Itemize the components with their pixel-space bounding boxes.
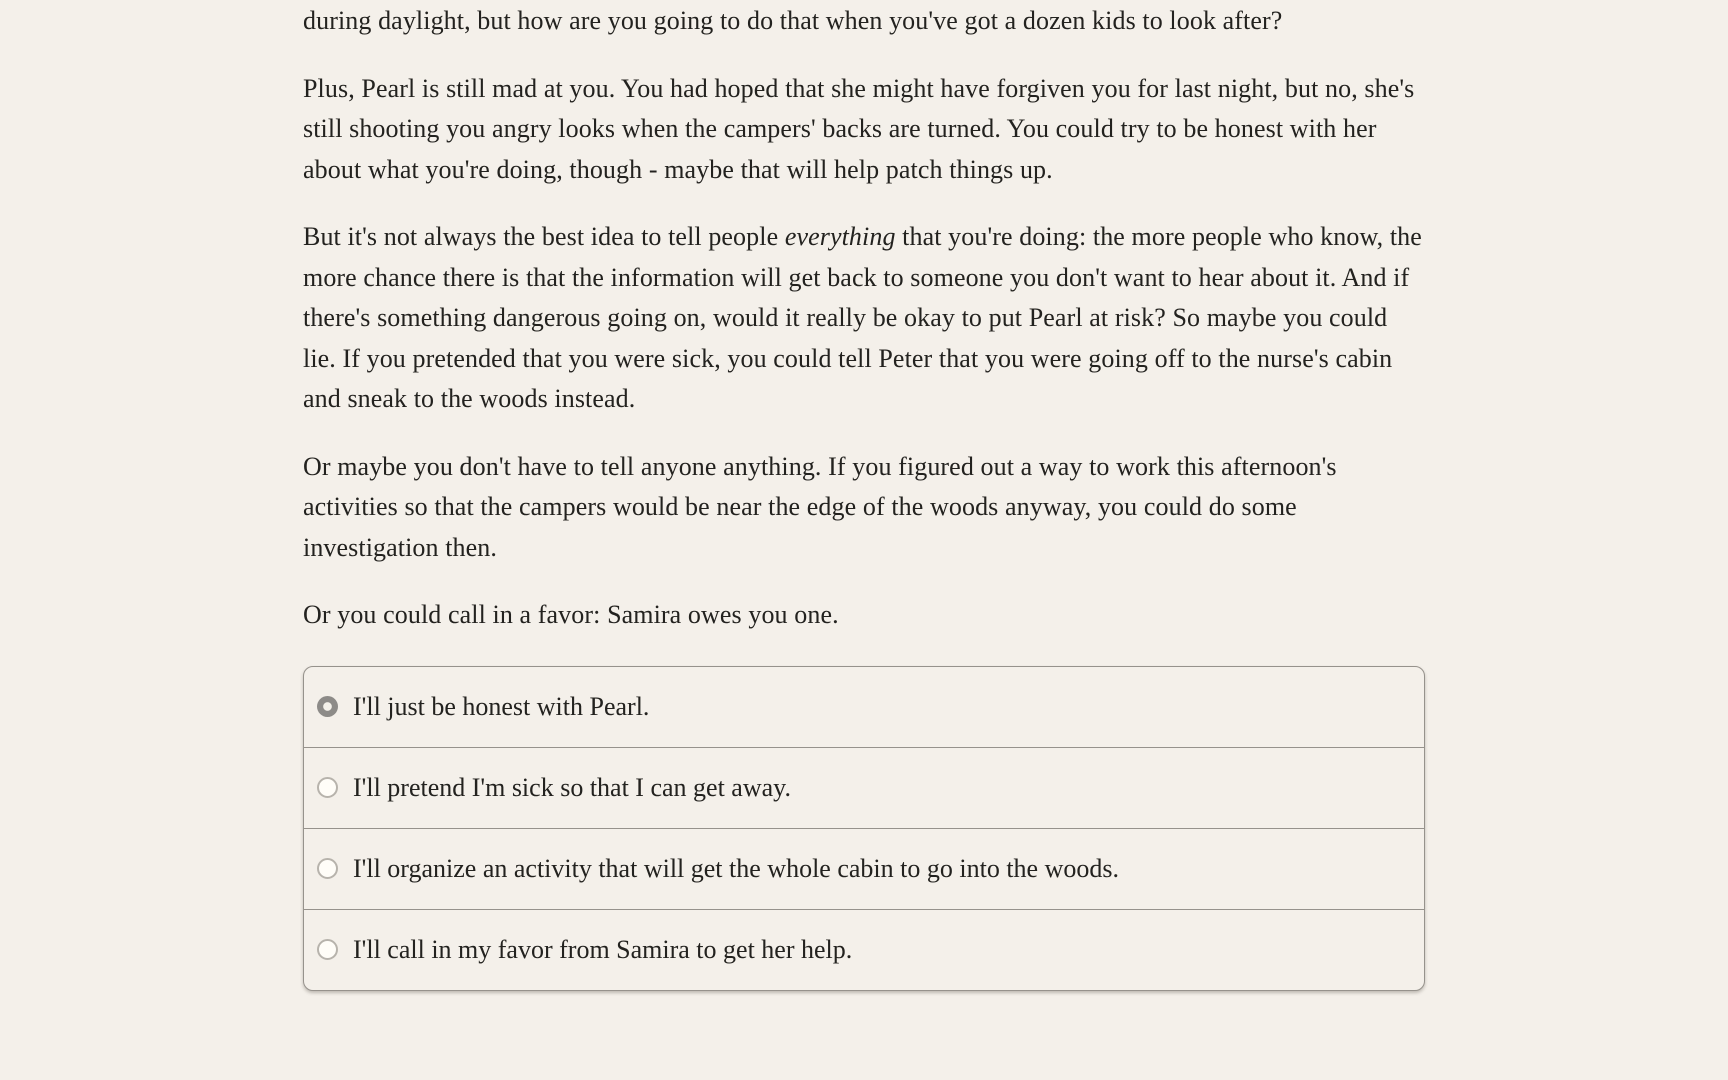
choice-radio-3[interactable] [317, 939, 338, 960]
choice-option-label: I'll pretend I'm sick so that I can get away. [353, 772, 791, 802]
story-paragraph-1: during daylight, but how are you going to do that when you've got a dozen kids to look after? [303, 6, 1283, 35]
choice-option-0[interactable] [304, 667, 1424, 747]
story-column [303, 0, 1425, 991]
story-paragraph-4: Or maybe you don't have to tell anyone anything. If you figured out a way to work this afternoon's activities so that the campers would be near the edge of the woods anyway, you could do some investigation then. [303, 451, 1337, 562]
choice-radio-0[interactable] [317, 696, 338, 717]
story-paragraph-3-segment: But it's not always the best idea to tell people [303, 222, 785, 251]
choice-option-2[interactable] [304, 828, 1424, 909]
story-text [303, 1, 1425, 636]
choice-radio-2[interactable] [317, 858, 338, 879]
choice-option-1[interactable] [304, 747, 1424, 828]
story-paragraph-3-emphasis: everything [784, 222, 896, 251]
story-paragraph-5: Or you could call in a favor: Samira owes you one. [303, 600, 839, 629]
choice-radio-1[interactable] [317, 777, 338, 798]
story-paragraph-3-segment: that you're doing: the more people who know, the more chance there is that the information will get back to someone you don't want to hear about it. And if there's something dangerous going on, would it really be okay to put Pearl at risk? So maybe you could lie. If you pretended that you were sick, you could tell Peter that you were going off to the nurse's cabin and sneak to the woods instead. [303, 222, 1422, 413]
choice-option-3[interactable] [304, 909, 1424, 990]
choice-option-label: I'll call in my favor from Samira to get her help. [353, 934, 853, 964]
story-paragraph-3 [303, 217, 1425, 420]
choice-option-label: I'll organize an activity that will get the whole cabin to go into the woods. [353, 853, 1119, 883]
story-paragraph-2: Plus, Pearl is still mad at you. You had hoped that she might have forgiven you for last night, but no, she's still shooting you angry looks when the campers' backs are turned. You could try to be honest with her about what you're doing, though - maybe that will help patch things up. [303, 73, 1415, 184]
choice-list [303, 666, 1425, 991]
choice-option-label: I'll just be honest with Pearl. [353, 691, 650, 721]
